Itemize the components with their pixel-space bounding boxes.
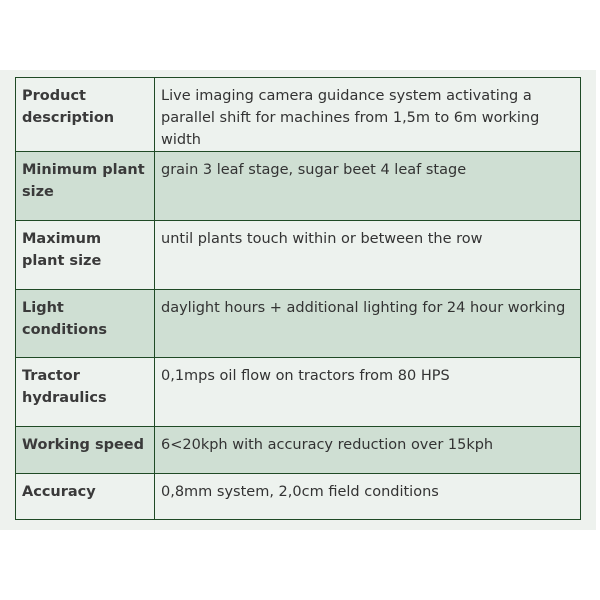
row-value: until plants touch within or between the row: [155, 221, 581, 290]
table-row: [16, 152, 581, 221]
row-label: Accuracy: [16, 474, 155, 520]
specification-table: [15, 77, 581, 520]
table-row: [16, 78, 581, 152]
row-value: 0,1mps oil flow on tractors from 80 HPS: [155, 358, 581, 427]
row-value: daylight hours + additional lighting for 24 hour working: [155, 290, 581, 358]
row-label: Working speed: [16, 427, 155, 474]
table-row: [16, 221, 581, 290]
row-value: Live imaging camera guidance system activating a parallel shift for machines from 1,5m to 6m working width: [155, 78, 581, 152]
row-value: 6<20kph with accuracy reduction over 15kph: [155, 427, 581, 474]
row-label: Light conditions: [16, 290, 155, 358]
table-row: [16, 427, 581, 474]
table-row: [16, 474, 581, 520]
table-row: [16, 358, 581, 427]
row-value: grain 3 leaf stage, sugar beet 4 leaf stage: [155, 152, 581, 221]
row-value: 0,8mm system, 2,0cm field conditions: [155, 474, 581, 520]
row-label: Minimum plant size: [16, 152, 155, 221]
row-label: Maximum plant size: [16, 221, 155, 290]
row-label: Product description: [16, 78, 155, 152]
table-row: [16, 290, 581, 358]
row-label: Tractor hydraulics: [16, 358, 155, 427]
